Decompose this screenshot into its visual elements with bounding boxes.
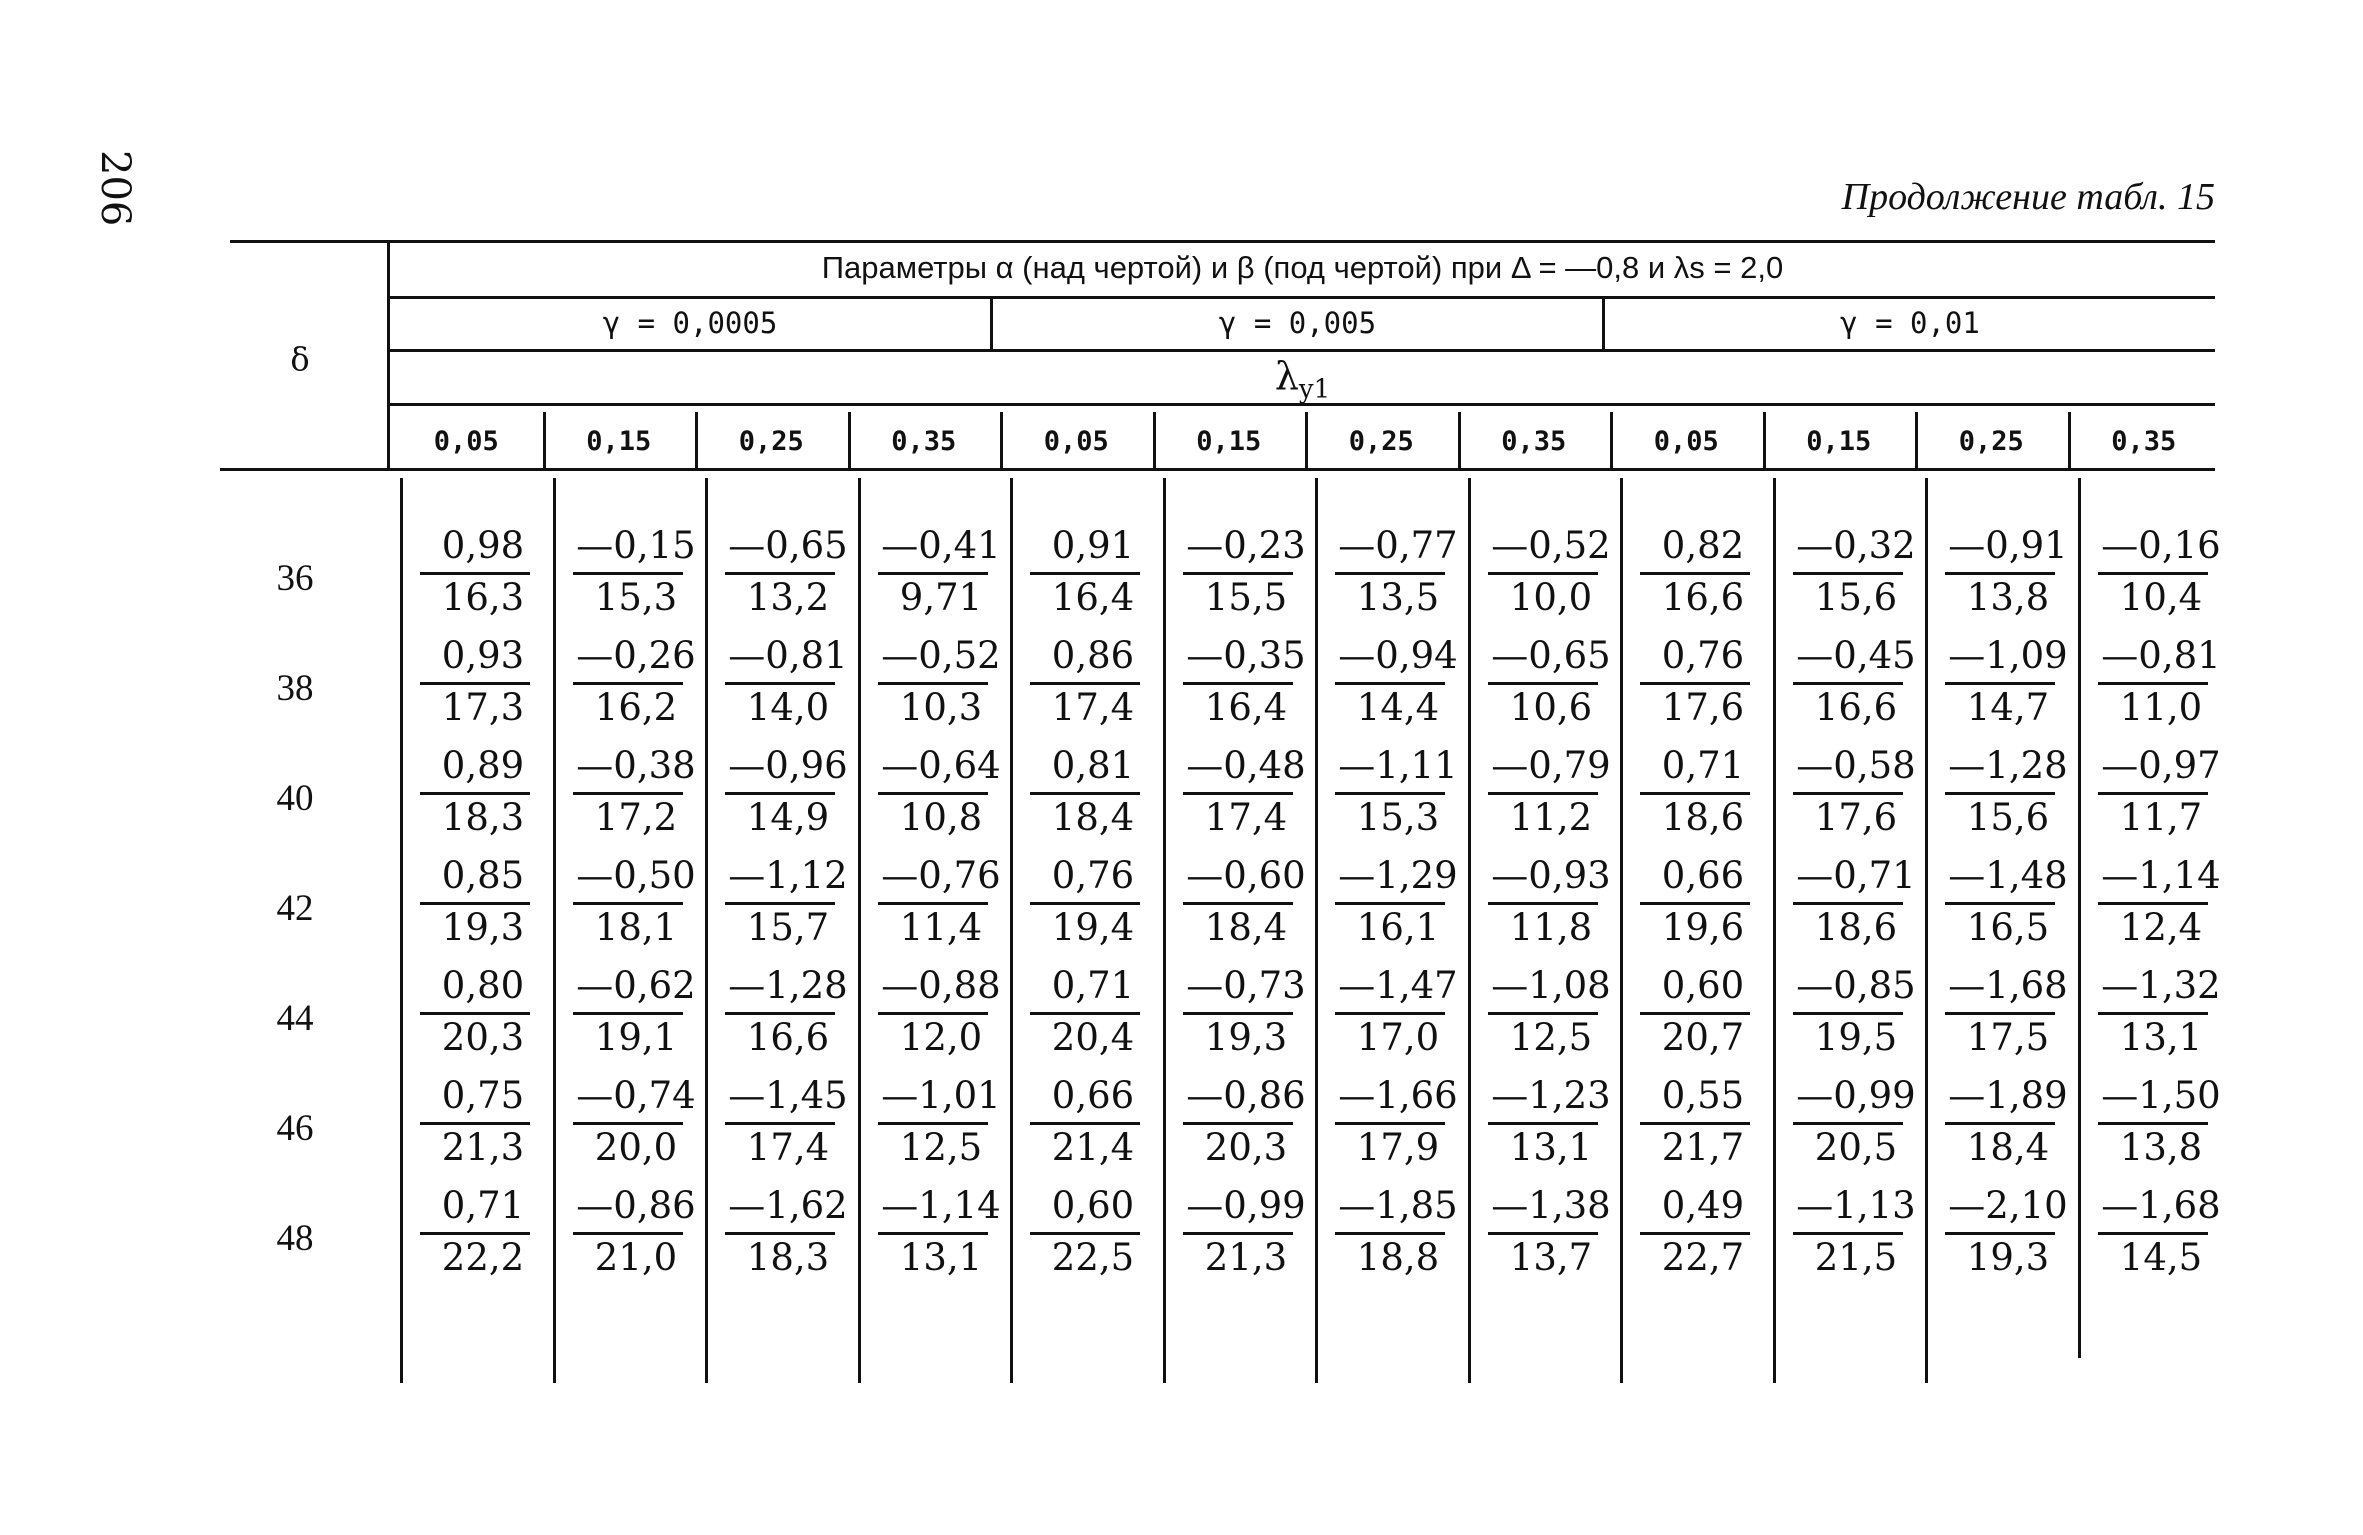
beta-value: 18,6 — [1661, 796, 1745, 839]
column-header: 0,15 — [1806, 426, 1872, 457]
column-header: 0,25 — [1958, 426, 2024, 457]
row-label-delta: 46 — [276, 1108, 314, 1149]
column-header: 0,05 — [1043, 426, 1109, 457]
alpha-value: —0,65 — [728, 524, 848, 567]
beta-value: 13,2 — [746, 576, 830, 619]
alpha-value: 0,76 — [1051, 854, 1135, 897]
fraction-bar — [1488, 1122, 1598, 1125]
fraction-bar — [1335, 682, 1445, 685]
beta-value: 20,0 — [594, 1126, 678, 1169]
gamma-group-label: γ = 0,01 — [1840, 306, 1980, 340]
fraction-bar — [1640, 1232, 1750, 1235]
fraction-bar — [725, 1012, 835, 1015]
alpha-value: —1,45 — [728, 1074, 848, 1117]
fraction-bar — [878, 682, 988, 685]
fraction-bar — [878, 1232, 988, 1235]
fraction-bar — [2098, 902, 2208, 905]
beta-value: 21,3 — [1204, 1236, 1288, 1279]
alpha-value: —1,85 — [1338, 1184, 1458, 1227]
fraction-bar — [573, 792, 683, 795]
alpha-value: 0,71 — [1661, 744, 1745, 787]
alpha-value: —0,86 — [576, 1184, 696, 1227]
beta-value: 10,4 — [2119, 576, 2203, 619]
header-bottom-rule — [220, 468, 2215, 471]
alpha-value: —0,52 — [1491, 524, 1611, 567]
fraction-bar — [878, 572, 988, 575]
alpha-value: —0,81 — [728, 634, 848, 677]
beta-value: 16,4 — [1051, 576, 1135, 619]
fraction-bar — [725, 792, 835, 795]
alpha-value: —0,32 — [1796, 524, 1916, 567]
beta-value: 15,3 — [594, 576, 678, 619]
fraction-bar — [420, 792, 530, 795]
beta-value: 21,7 — [1661, 1126, 1745, 1169]
fraction-bar — [420, 902, 530, 905]
alpha-value: —0,62 — [576, 964, 696, 1007]
fraction-bar — [1335, 902, 1445, 905]
beta-value: 21,4 — [1051, 1126, 1135, 1169]
table-top-rule — [230, 240, 2215, 243]
fraction-bar — [2098, 1122, 2208, 1125]
fraction-bar — [1945, 1122, 2055, 1125]
beta-value: 17,5 — [1966, 1016, 2050, 1059]
beta-value: 20,7 — [1661, 1016, 1745, 1059]
fraction-bar — [573, 1232, 683, 1235]
beta-value: 18,8 — [1356, 1236, 1440, 1279]
table-title: Параметры α (над чертой) и β (под чертой) при Δ = —0,8 и λs = 2,0 — [821, 250, 1784, 285]
alpha-value: —1,38 — [1491, 1184, 1611, 1227]
alpha-value: —0,73 — [1186, 964, 1306, 1007]
alpha-value: —1,28 — [728, 964, 848, 1007]
fraction-bar — [1335, 572, 1445, 575]
fraction-bar — [1183, 572, 1293, 575]
beta-value: 11,4 — [899, 906, 983, 949]
alpha-value: —0,45 — [1796, 634, 1916, 677]
beta-value: 17,3 — [441, 686, 525, 729]
alpha-value: —0,60 — [1186, 854, 1306, 897]
beta-value: 15,5 — [1204, 576, 1288, 619]
alpha-value: —1,13 — [1796, 1184, 1916, 1227]
gamma-rule — [390, 349, 2215, 352]
beta-value: 18,3 — [746, 1236, 830, 1279]
row-header-delta: δ — [290, 340, 310, 378]
fraction-bar — [1945, 1012, 2055, 1015]
alpha-value: —0,96 — [728, 744, 848, 787]
fraction-bar — [420, 1232, 530, 1235]
fraction-bar — [1793, 1122, 1903, 1125]
alpha-value: —0,58 — [1796, 744, 1916, 787]
beta-value: 16,6 — [1814, 686, 1898, 729]
beta-value: 14,4 — [1356, 686, 1440, 729]
fraction-bar — [1030, 682, 1140, 685]
column-divider — [1763, 412, 1766, 468]
fraction-bar — [2098, 572, 2208, 575]
fraction-bar — [1030, 902, 1140, 905]
alpha-value: —0,85 — [1796, 964, 1916, 1007]
beta-value: 16,1 — [1356, 906, 1440, 949]
row-label-delta: 36 — [276, 558, 314, 599]
fraction-bar — [1183, 1012, 1293, 1015]
fraction-bar — [573, 902, 683, 905]
alpha-value: —0,65 — [1491, 634, 1611, 677]
alpha-value: —0,94 — [1338, 634, 1458, 677]
beta-value: 19,6 — [1661, 906, 1745, 949]
column-divider — [2068, 412, 2071, 468]
fraction-bar — [1945, 682, 2055, 685]
alpha-value: —1,68 — [2101, 1184, 2221, 1227]
beta-value: 20,4 — [1051, 1016, 1135, 1059]
beta-value: 16,6 — [1661, 576, 1745, 619]
fraction-bar — [1793, 572, 1903, 575]
beta-value: 19,3 — [1204, 1016, 1288, 1059]
beta-value: 16,4 — [1204, 686, 1288, 729]
alpha-value: —1,32 — [2101, 964, 2221, 1007]
fraction-bar — [1030, 1012, 1140, 1015]
alpha-value: —1,48 — [1948, 854, 2068, 897]
fraction-bar — [420, 682, 530, 685]
fraction-bar — [878, 1012, 988, 1015]
alpha-value: —1,28 — [1948, 744, 2068, 787]
fraction-bar — [1488, 572, 1598, 575]
beta-value: 10,0 — [1509, 576, 1593, 619]
alpha-value: —1,01 — [881, 1074, 1001, 1117]
beta-value: 17,4 — [746, 1126, 830, 1169]
gamma-group-label: γ = 0,0005 — [602, 306, 778, 340]
beta-value: 13,5 — [1356, 576, 1440, 619]
fraction-bar — [1030, 1122, 1140, 1125]
beta-value: 18,3 — [441, 796, 525, 839]
fraction-bar — [2098, 792, 2208, 795]
fraction-bar — [1793, 902, 1903, 905]
beta-value: 13,8 — [1966, 576, 2050, 619]
alpha-value: 0,91 — [1051, 524, 1135, 567]
alpha-value: —1,89 — [1948, 1074, 2068, 1117]
beta-value: 20,3 — [1204, 1126, 1288, 1169]
beta-value: 13,8 — [2119, 1126, 2203, 1169]
fraction-bar — [878, 902, 988, 905]
alpha-value: —0,93 — [1491, 854, 1611, 897]
beta-value: 17,4 — [1051, 686, 1135, 729]
alpha-value: —0,79 — [1491, 744, 1611, 787]
row-label-delta: 44 — [276, 998, 314, 1039]
fraction-bar — [1793, 792, 1903, 795]
beta-value: 22,5 — [1051, 1236, 1135, 1279]
beta-value: 11,8 — [1509, 906, 1593, 949]
alpha-value: —0,15 — [576, 524, 696, 567]
beta-value: 16,5 — [1966, 906, 2050, 949]
alpha-value: —0,38 — [576, 744, 696, 787]
beta-value: 15,6 — [1966, 796, 2050, 839]
beta-value: 12,5 — [1509, 1016, 1593, 1059]
alpha-value: 0,49 — [1661, 1184, 1745, 1227]
fraction-bar — [1640, 572, 1750, 575]
alpha-value: 0,66 — [1661, 854, 1745, 897]
alpha-value: —0,76 — [881, 854, 1001, 897]
beta-value: 11,0 — [2119, 686, 2203, 729]
body-column-rule — [400, 478, 403, 1383]
beta-value: 20,5 — [1814, 1126, 1898, 1169]
alpha-value: —0,86 — [1186, 1074, 1306, 1117]
fraction-bar — [573, 682, 683, 685]
row-label-delta: 48 — [276, 1218, 314, 1259]
beta-value: 17,2 — [594, 796, 678, 839]
fraction-bar — [878, 1122, 988, 1125]
fraction-bar — [1640, 1122, 1750, 1125]
column-header: 0,05 — [1653, 426, 1719, 457]
column-header: 0,15 — [1196, 426, 1262, 457]
fraction-bar — [420, 572, 530, 575]
beta-value: 22,2 — [441, 1236, 525, 1279]
alpha-value: —1,12 — [728, 854, 848, 897]
beta-value: 19,3 — [1966, 1236, 2050, 1279]
beta-value: 17,0 — [1356, 1016, 1440, 1059]
alpha-value: —0,26 — [576, 634, 696, 677]
fraction-bar — [1640, 792, 1750, 795]
fraction-bar — [878, 792, 988, 795]
fraction-bar — [725, 682, 835, 685]
beta-value: 11,2 — [1509, 796, 1593, 839]
beta-value: 21,0 — [594, 1236, 678, 1279]
fraction-bar — [1793, 682, 1903, 685]
beta-value: 10,3 — [899, 686, 983, 729]
beta-value: 13,7 — [1509, 1236, 1593, 1279]
row-label-delta: 40 — [276, 778, 314, 819]
page-number: 206 — [92, 150, 138, 227]
fraction-bar — [1488, 1012, 1598, 1015]
beta-value: 15,6 — [1814, 576, 1898, 619]
alpha-value: —0,74 — [576, 1074, 696, 1117]
beta-value: 21,3 — [441, 1126, 525, 1169]
alpha-value: —0,91 — [1948, 524, 2068, 567]
gamma-group-label: γ = 0,005 — [1218, 306, 1377, 340]
alpha-value: 0,98 — [441, 524, 525, 567]
beta-value: 12,4 — [2119, 906, 2203, 949]
alpha-value: —0,50 — [576, 854, 696, 897]
beta-value: 15,3 — [1356, 796, 1440, 839]
beta-value: 19,3 — [441, 906, 525, 949]
beta-value: 18,4 — [1204, 906, 1288, 949]
row-label-delta: 38 — [276, 668, 314, 709]
title-rule — [390, 296, 2215, 299]
beta-value: 17,4 — [1204, 796, 1288, 839]
fraction-bar — [1945, 572, 2055, 575]
column-header: 0,35 — [2111, 426, 2177, 457]
fraction-bar — [1945, 902, 2055, 905]
beta-value: 14,7 — [1966, 686, 2050, 729]
fraction-bar — [1183, 902, 1293, 905]
fraction-bar — [1640, 902, 1750, 905]
alpha-value: —0,16 — [2101, 524, 2221, 567]
alpha-value: —0,35 — [1186, 634, 1306, 677]
column-divider — [543, 412, 546, 468]
fraction-bar — [1183, 792, 1293, 795]
fraction-bar — [573, 572, 683, 575]
alpha-value: —0,23 — [1186, 524, 1306, 567]
beta-value: 10,8 — [899, 796, 983, 839]
alpha-value: —1,23 — [1491, 1074, 1611, 1117]
alpha-value: 0,76 — [1661, 634, 1745, 677]
alpha-value: —1,66 — [1338, 1074, 1458, 1117]
fraction-bar — [573, 1012, 683, 1015]
beta-value: 14,0 — [746, 686, 830, 729]
alpha-value: —1,68 — [1948, 964, 2068, 1007]
fraction-bar — [1030, 572, 1140, 575]
alpha-value: —0,48 — [1186, 744, 1306, 787]
fraction-bar — [1335, 1232, 1445, 1235]
fraction-bar — [1030, 1232, 1140, 1235]
beta-value: 13,1 — [899, 1236, 983, 1279]
beta-value: 10,6 — [1509, 686, 1593, 729]
fraction-bar — [573, 1122, 683, 1125]
fraction-bar — [1793, 1012, 1903, 1015]
fraction-bar — [1793, 1232, 1903, 1235]
alpha-value: 0,82 — [1661, 524, 1745, 567]
fraction-bar — [1640, 682, 1750, 685]
fraction-bar — [725, 572, 835, 575]
column-header: 0,25 — [738, 426, 804, 457]
beta-value: 13,1 — [2119, 1016, 2203, 1059]
column-divider — [1153, 412, 1156, 468]
beta-value: 21,5 — [1814, 1236, 1898, 1279]
column-divider — [1610, 412, 1613, 468]
alpha-value: 0,75 — [441, 1074, 525, 1117]
alpha-value: —1,14 — [881, 1184, 1001, 1227]
alpha-value: —2,10 — [1948, 1184, 2068, 1227]
column-divider — [1000, 412, 1003, 468]
fraction-bar — [725, 1232, 835, 1235]
alpha-value: —1,47 — [1338, 964, 1458, 1007]
beta-value: 18,4 — [1966, 1126, 2050, 1169]
fraction-bar — [420, 1012, 530, 1015]
beta-value: 14,9 — [746, 796, 830, 839]
column-divider — [1915, 412, 1918, 468]
beta-value: 18,1 — [594, 906, 678, 949]
beta-value: 19,1 — [594, 1016, 678, 1059]
fraction-bar — [1183, 1232, 1293, 1235]
column-divider — [1458, 412, 1461, 468]
column-header: 0,35 — [891, 426, 957, 457]
beta-value: 16,3 — [441, 576, 525, 619]
column-header: 0,15 — [586, 426, 652, 457]
fraction-bar — [1030, 792, 1140, 795]
alpha-value: 0,71 — [1051, 964, 1135, 1007]
fraction-bar — [1183, 1122, 1293, 1125]
alpha-value: 0,81 — [1051, 744, 1135, 787]
alpha-value: —0,88 — [881, 964, 1001, 1007]
column-divider — [848, 412, 851, 468]
fraction-bar — [420, 1122, 530, 1125]
beta-value: 17,6 — [1814, 796, 1898, 839]
fraction-bar — [1488, 902, 1598, 905]
fraction-bar — [1488, 682, 1598, 685]
alpha-value: —1,08 — [1491, 964, 1611, 1007]
fraction-bar — [1488, 1232, 1598, 1235]
beta-value: 12,0 — [899, 1016, 983, 1059]
beta-value: 13,1 — [1509, 1126, 1593, 1169]
alpha-value: 0,93 — [441, 634, 525, 677]
beta-value: 11,7 — [2119, 796, 2203, 839]
alpha-value: —1,11 — [1338, 744, 1458, 787]
beta-value: 20,3 — [441, 1016, 525, 1059]
fraction-bar — [1945, 1232, 2055, 1235]
fraction-bar — [1640, 1012, 1750, 1015]
beta-value: 16,6 — [746, 1016, 830, 1059]
beta-value: 18,6 — [1814, 906, 1898, 949]
beta-value: 9,71 — [899, 576, 983, 619]
alpha-value: —0,81 — [2101, 634, 2221, 677]
fraction-bar — [1488, 792, 1598, 795]
alpha-value: 0,66 — [1051, 1074, 1135, 1117]
fraction-bar — [725, 1122, 835, 1125]
alpha-value: —1,62 — [728, 1184, 848, 1227]
fraction-bar — [1335, 1122, 1445, 1125]
column-divider — [1305, 412, 1308, 468]
column-header: 0,25 — [1348, 426, 1414, 457]
alpha-value: —0,52 — [881, 634, 1001, 677]
alpha-value: —1,50 — [2101, 1074, 2221, 1117]
beta-value: 22,7 — [1661, 1236, 1745, 1279]
fraction-bar — [1183, 682, 1293, 685]
fraction-bar — [1335, 792, 1445, 795]
beta-value: 12,5 — [899, 1126, 983, 1169]
column-header: 0,05 — [433, 426, 499, 457]
beta-value: 18,4 — [1051, 796, 1135, 839]
alpha-value: 0,71 — [441, 1184, 525, 1227]
fraction-bar — [725, 902, 835, 905]
beta-value: 16,2 — [594, 686, 678, 729]
fraction-bar — [2098, 682, 2208, 685]
alpha-value: —1,29 — [1338, 854, 1458, 897]
fraction-bar — [1945, 792, 2055, 795]
alpha-value: 0,60 — [1661, 964, 1745, 1007]
alpha-value: 0,85 — [441, 854, 525, 897]
beta-value: 17,6 — [1661, 686, 1745, 729]
column-header: 0,35 — [1501, 426, 1567, 457]
alpha-value: 0,60 — [1051, 1184, 1135, 1227]
alpha-value: —0,77 — [1338, 524, 1458, 567]
fraction-bar — [2098, 1232, 2208, 1235]
alpha-value: —1,14 — [2101, 854, 2221, 897]
alpha-value: —0,71 — [1796, 854, 1916, 897]
fraction-bar — [2098, 1012, 2208, 1015]
beta-value: 19,5 — [1814, 1016, 1898, 1059]
alpha-value: —0,97 — [2101, 744, 2221, 787]
alpha-value: 0,80 — [441, 964, 525, 1007]
alpha-value: —0,99 — [1796, 1074, 1916, 1117]
column-divider — [695, 412, 698, 468]
beta-value: 14,5 — [2119, 1236, 2203, 1279]
alpha-value: —1,09 — [1948, 634, 2068, 677]
fraction-bar — [1335, 1012, 1445, 1015]
beta-value: 19,4 — [1051, 906, 1135, 949]
lambda-label: $\lambda_{y1}$ — [1274, 354, 1331, 405]
alpha-value: 0,55 — [1661, 1074, 1745, 1117]
alpha-value: —0,41 — [881, 524, 1001, 567]
alpha-value: 0,86 — [1051, 634, 1135, 677]
continuation-label: Продолжение табл. 15 — [1841, 176, 2215, 218]
alpha-value: —0,99 — [1186, 1184, 1306, 1227]
beta-value: 15,7 — [746, 906, 830, 949]
row-label-delta: 42 — [276, 888, 314, 929]
alpha-value: 0,89 — [441, 744, 525, 787]
beta-value: 17,9 — [1356, 1126, 1440, 1169]
alpha-value: —0,64 — [881, 744, 1001, 787]
